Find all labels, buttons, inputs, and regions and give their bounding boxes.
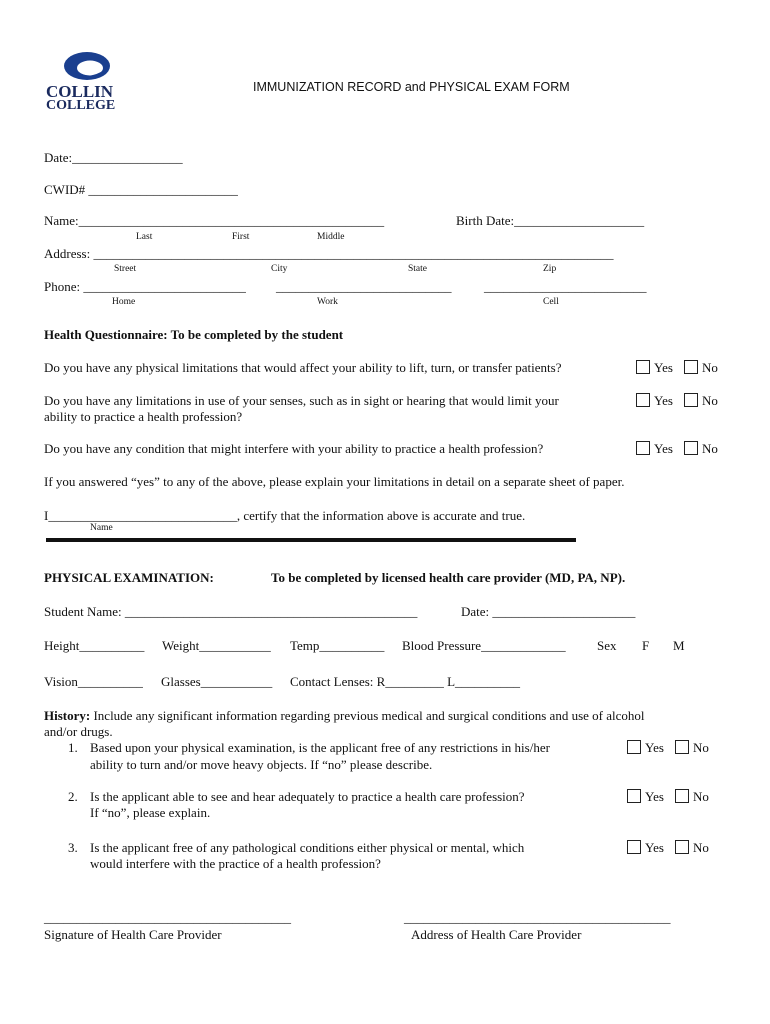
- question-2-cont: ability to practice a health profession?: [44, 409, 243, 424]
- sex-option-f[interactable]: F: [642, 638, 650, 653]
- checkbox-icon[interactable]: [636, 441, 650, 455]
- exam-item-2-no[interactable]: No: [675, 789, 709, 805]
- question-2: Do you have any limitations in use of your senses, such as in sight or hearing that would limit your: [44, 393, 559, 408]
- checkbox-icon[interactable]: [675, 840, 689, 854]
- question-3-no[interactable]: No: [684, 441, 718, 457]
- phone-work-field[interactable]: ___________________________: [276, 279, 452, 294]
- checkbox-icon[interactable]: [627, 789, 641, 803]
- exam-item-1-num: 1.: [68, 740, 78, 755]
- history-paragraph-cont: and/or drugs.: [44, 724, 113, 739]
- student-name-field[interactable]: Student Name: _____________________________________________: [44, 604, 418, 619]
- checkbox-icon[interactable]: [636, 360, 650, 374]
- checkbox-icon[interactable]: [636, 393, 650, 407]
- exam-date-field[interactable]: Date: ______________________: [461, 604, 636, 619]
- provider-address-label: Address of Health Care Provider: [411, 927, 582, 942]
- exam-item-3: Is the applicant free of any pathological conditions either physical or mental, which: [90, 840, 525, 855]
- question-2-no[interactable]: No: [684, 393, 718, 409]
- checkbox-icon[interactable]: [675, 789, 689, 803]
- history-paragraph: History: Include any significant information regarding previous medical and surgical conditions and use of alcohol: [44, 708, 645, 723]
- address-sub-zip: Zip: [543, 264, 557, 274]
- question-3-yes[interactable]: Yes: [636, 441, 673, 457]
- weight-field[interactable]: Weight___________: [162, 638, 271, 653]
- question-1-yes[interactable]: Yes: [636, 360, 673, 376]
- exam-item-3-num: 3.: [68, 840, 78, 855]
- contact-lenses-field[interactable]: Contact Lenses: R_________ L__________: [290, 674, 521, 689]
- phone-sub-cell: Cell: [543, 297, 559, 307]
- question-2-yes[interactable]: Yes: [636, 393, 673, 409]
- birth-date-field[interactable]: Birth Date:____________________: [456, 213, 645, 228]
- exam-item-1-no[interactable]: No: [675, 740, 709, 756]
- logo-line1: COLLIN: [46, 82, 114, 101]
- address-field[interactable]: Address: ________________________________________________________________________________: [44, 246, 614, 261]
- question-1-no[interactable]: No: [684, 360, 718, 376]
- certify-line[interactable]: I_____________________________, certify that the information above is accurate and true.: [44, 508, 526, 523]
- glasses-field[interactable]: Glasses___________: [161, 674, 273, 689]
- checkbox-icon[interactable]: [627, 840, 641, 854]
- checkbox-icon[interactable]: [627, 740, 641, 754]
- explain-note: If you answered “yes” to any of the above, please explain your limitations in detail on a separate sheet of paper.: [44, 474, 625, 489]
- section-divider: [46, 538, 576, 542]
- phone-sub-work: Work: [317, 297, 338, 307]
- date-field[interactable]: Date:_________________: [44, 150, 183, 165]
- sex-option-m[interactable]: M: [673, 638, 685, 653]
- question-3: Do you have any condition that might interfere with your ability to practice a health profession?: [44, 441, 544, 456]
- exam-item-3-no[interactable]: No: [675, 840, 709, 856]
- exam-item-2: Is the applicant able to see and hear adequately to practice a health care profession?: [90, 789, 525, 804]
- exam-item-1: Based upon your physical examination, is the applicant free of any restrictions in his/her: [90, 740, 550, 755]
- exam-item-2-cont: If “no”, please explain.: [90, 805, 211, 820]
- address-sub-city: City: [271, 264, 288, 274]
- checkbox-icon[interactable]: [684, 360, 698, 374]
- name-field[interactable]: Name:_______________________________________________: [44, 213, 385, 228]
- phone-cell-field[interactable]: _________________________: [484, 279, 647, 294]
- question-1: Do you have any physical limitations that would affect your ability to lift, turn, or transfer patients?: [44, 360, 562, 375]
- blood-pressure-field[interactable]: Blood Pressure_____________: [402, 638, 566, 653]
- exam-item-2-num: 2.: [68, 789, 78, 804]
- temp-field[interactable]: Temp__________: [290, 638, 385, 653]
- checkbox-icon[interactable]: [675, 740, 689, 754]
- questionnaire-heading: Health Questionnaire: To be completed by the student: [44, 327, 344, 342]
- exam-item-2-yes[interactable]: Yes: [627, 789, 664, 805]
- exam-heading: PHYSICAL EXAMINATION:: [44, 570, 214, 585]
- checkbox-icon[interactable]: [684, 393, 698, 407]
- exam-subheading: To be completed by licensed health care provider (MD, PA, NP).: [271, 570, 626, 585]
- address-sub-street: Street: [114, 264, 137, 274]
- exam-item-1-yes[interactable]: Yes: [627, 740, 664, 756]
- name-sub-last: Last: [136, 232, 153, 242]
- height-field[interactable]: Height__________: [44, 638, 145, 653]
- sex-label: Sex: [597, 638, 617, 653]
- name-sub-middle: Middle: [317, 232, 345, 242]
- checkbox-icon[interactable]: [684, 441, 698, 455]
- signature-line[interactable]: ______________________________________: [44, 910, 291, 925]
- certify-sub-name: Name: [90, 523, 113, 533]
- name-sub-first: First: [232, 232, 250, 242]
- exam-item-1-cont: ability to turn and/or move heavy objects. If “no” please describe.: [90, 757, 433, 772]
- exam-item-3-cont: would interfere with the practice of a health profession?: [90, 856, 381, 871]
- history-label: History:: [44, 708, 91, 723]
- logo-line2: COLLEGE: [46, 98, 116, 113]
- collin-logo-swoosh-icon: [62, 50, 112, 82]
- signature-label: Signature of Health Care Provider: [44, 927, 222, 942]
- provider-address-line[interactable]: _________________________________________: [404, 910, 671, 925]
- form-title: IMMUNIZATION RECORD and PHYSICAL EXAM FORM: [253, 80, 570, 94]
- phone-home-field[interactable]: Phone: _________________________: [44, 279, 246, 294]
- cwid-field[interactable]: CWID# _______________________: [44, 182, 238, 197]
- vision-field[interactable]: Vision__________: [44, 674, 143, 689]
- address-sub-state: State: [408, 264, 427, 274]
- phone-sub-home: Home: [112, 297, 136, 307]
- exam-item-3-yes[interactable]: Yes: [627, 840, 664, 856]
